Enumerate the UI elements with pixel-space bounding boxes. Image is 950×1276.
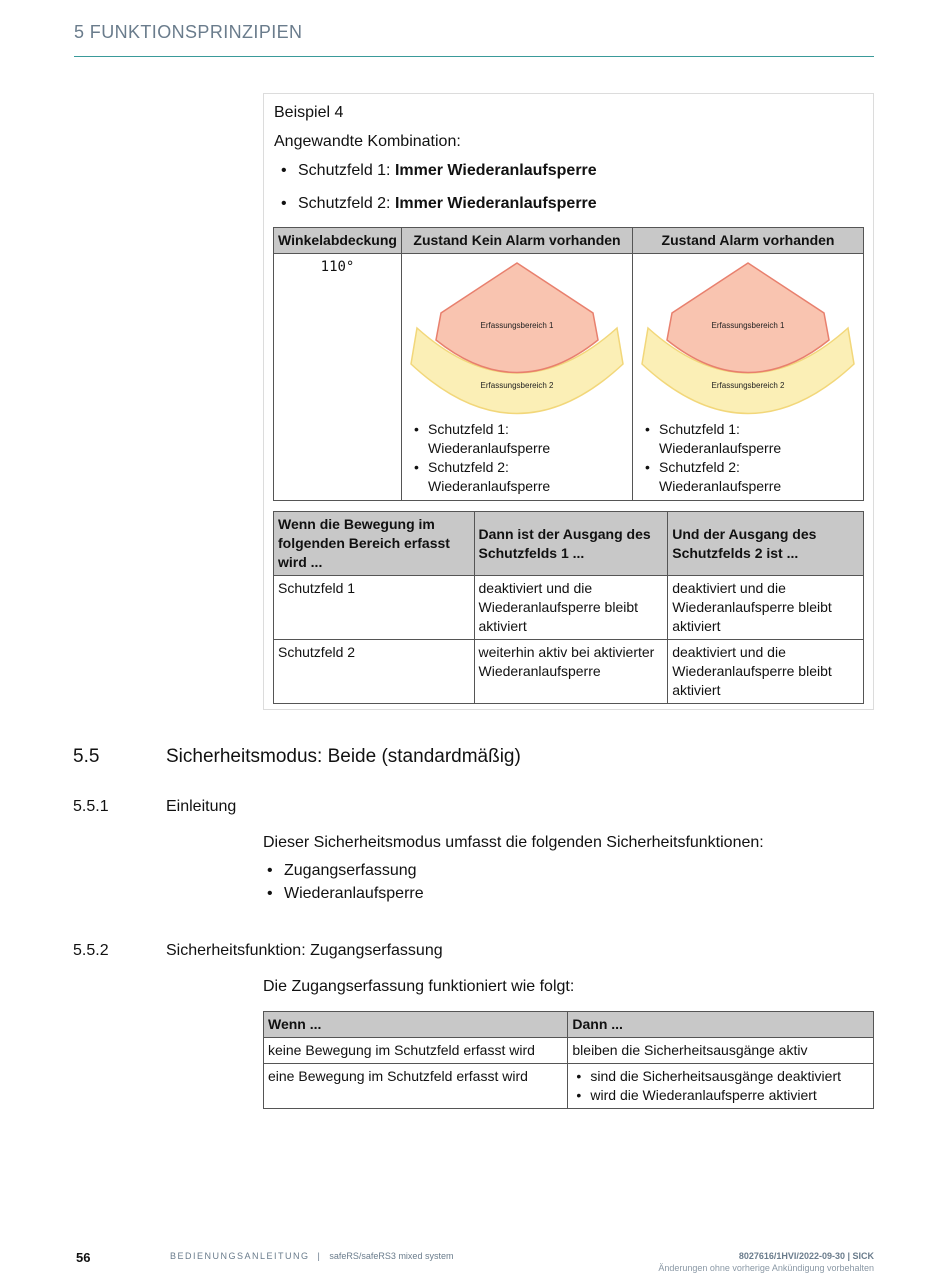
table-row	[264, 1064, 874, 1109]
result-table-header: Dann ist der Ausgang des Schutzfelds 1 ...	[474, 512, 668, 576]
subsection-title: Sicherheitsfunktion: Zugangserfassung	[166, 942, 443, 959]
angle-table-header: Zustand Alarm vorhanden	[633, 228, 864, 254]
paragraph: Dieser Sicherheitsmodus umfasst die folgenden Sicherheitsfunktionen:	[263, 834, 764, 851]
product-name: safeRS/safeRS3 mixed system	[329, 1251, 454, 1261]
no-alarm-list	[410, 420, 624, 496]
list-item	[267, 885, 424, 903]
subsection-number: 5.5.2	[73, 942, 109, 959]
subsection-title: Einleitung	[166, 798, 237, 815]
list-item: • Schutzfeld 2: Wiederanlaufsperre	[641, 458, 855, 496]
table-cell: deaktiviert und die Wiederanlaufsperre bleibt aktiviert	[668, 576, 864, 640]
table-cell: keine Bewegung im Schutzfeld erfasst wird	[264, 1038, 568, 1064]
page-number: 56	[76, 1250, 91, 1265]
table-row	[264, 1038, 874, 1064]
table-cell: deaktiviert und die Wiederanlaufsperre bleibt aktiviert	[474, 576, 668, 640]
combination-item	[281, 195, 597, 213]
list-item: • Schutzfeld 1: Wiederanlaufsperre	[410, 420, 624, 458]
angle-table	[273, 227, 864, 501]
zone-1-label: Erfassungsbereich 1	[711, 321, 785, 330]
section-number: 5.5	[73, 746, 100, 767]
result-table-header: Wenn die Bewegung im folgenden Bereich erfasst wird ...	[274, 512, 475, 576]
chapter-header: 5 FUNKTIONSPRINZIPIEN	[74, 22, 303, 42]
zone-2-label: Erfassungsbereich 2	[480, 381, 554, 390]
subsection-number: 5.5.1	[73, 798, 109, 815]
doc-type: BEDIENUNGSANLEITUNG	[170, 1251, 310, 1261]
detection-zone-diagram	[410, 258, 624, 416]
table-header: Wenn ...	[264, 1012, 568, 1038]
zone-1-label: Erfassungsbereich 1	[480, 321, 554, 330]
list-item-text: Wiederanlaufsperre	[284, 885, 424, 902]
list-item: • sind die Sicherheitsausgänge deaktiviert	[572, 1067, 869, 1086]
result-table-header: Und der Ausgang des Schutzfelds 2 ist ...	[668, 512, 864, 576]
footer-doc-type	[170, 1251, 453, 1261]
angle-table-header: Winkelabdeckung	[274, 228, 402, 254]
section-title: Sicherheitsmodus: Beide (standardmäßig)	[166, 746, 521, 767]
table-row	[274, 640, 864, 704]
list-item	[267, 862, 417, 880]
no-alarm-cell	[402, 254, 633, 501]
angle-value: 110°	[274, 254, 402, 501]
table-cell: Schutzfeld 1	[274, 576, 475, 640]
example-box	[263, 93, 874, 710]
result-table	[273, 511, 864, 704]
list-item: • Schutzfeld 1: Wiederanlaufsperre	[641, 420, 855, 458]
paragraph: Die Zugangserfassung funktioniert wie folgt:	[263, 978, 575, 995]
access-detection-table	[263, 1011, 874, 1109]
list-item: • Schutzfeld 2: Wiederanlaufsperre	[410, 458, 624, 496]
item-value: Immer Wiederanlaufsperre	[394, 195, 597, 212]
angle-table-header: Zustand Kein Alarm vorhanden	[402, 228, 633, 254]
list-item: • wird die Wiederanlaufsperre aktiviert	[572, 1086, 869, 1105]
header-divider	[74, 56, 874, 57]
alarm-cell	[633, 254, 864, 501]
separator: |	[317, 1251, 322, 1261]
table-cell	[568, 1064, 874, 1109]
list-item-text: Zugangserfassung	[284, 862, 417, 879]
footer-doc-id: 8027616/1HVI/2022-09-30 | SICK	[738, 1251, 874, 1261]
table-cell: deaktiviert und die Wiederanlaufsperre bleibt aktiviert	[668, 640, 864, 704]
outcome-list	[572, 1067, 869, 1105]
zone-2-label: Erfassungsbereich 2	[711, 381, 785, 390]
example-title: Beispiel 4	[274, 104, 344, 121]
table-header: Dann ...	[568, 1012, 874, 1038]
alarm-list	[641, 420, 855, 496]
table-cell: Schutzfeld 2	[274, 640, 475, 704]
detection-zone-1	[667, 263, 829, 373]
combination-label: Angewandte Kombination:	[274, 133, 461, 150]
table-cell: weiterhin aktiv bei aktivierter Wiederanlaufsperre	[474, 640, 668, 704]
detection-zone-diagram	[641, 258, 855, 416]
table-cell: bleiben die Sicherheitsausgänge aktiv	[568, 1038, 874, 1064]
footer-notice: Änderungen ohne vorherige Ankündigung vorbehalten	[658, 1263, 874, 1273]
combination-item	[281, 162, 597, 180]
item-value: Immer Wiederanlaufsperre	[394, 162, 597, 179]
item-prefix: Schutzfeld 1:	[298, 162, 395, 179]
detection-zone-1	[436, 263, 598, 373]
item-prefix: Schutzfeld 2:	[298, 195, 395, 212]
table-cell: eine Bewegung im Schutzfeld erfasst wird	[264, 1064, 568, 1109]
table-row	[274, 576, 864, 640]
